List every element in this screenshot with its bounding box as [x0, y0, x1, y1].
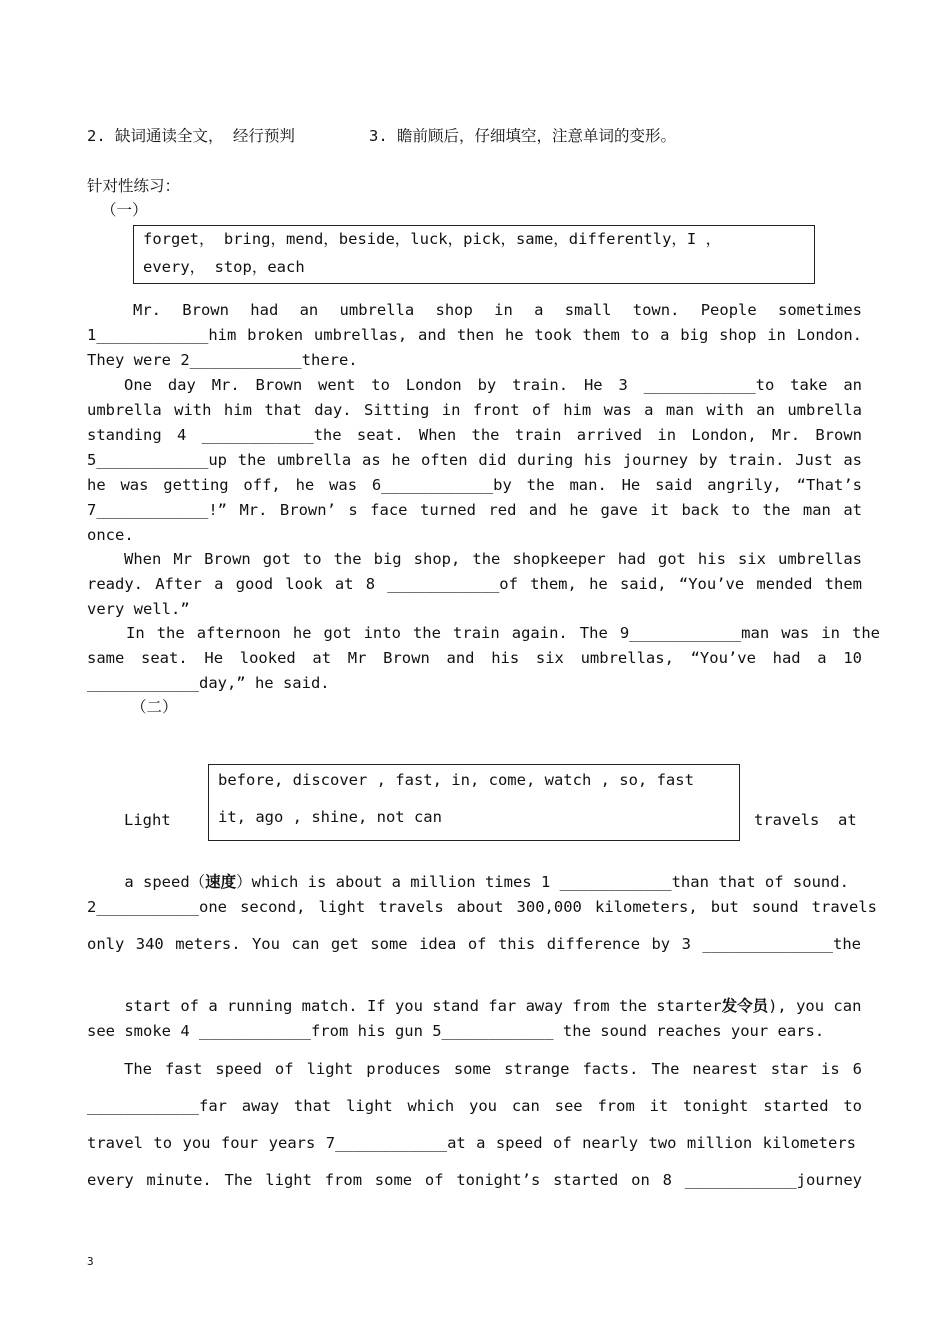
passage-line: once. [87, 526, 134, 544]
passage-text: ）which is about a million times 1 ____________than that of sound. [236, 873, 849, 891]
passage-line: 2___________one second, light travels about 300,000 kilometers, but sound travels [87, 898, 877, 916]
passage-line: every minute. The light from some of tonight’s started on 8 ____________journey [87, 1171, 862, 1189]
passage-bold-term: 发令员 [721, 997, 769, 1015]
section2-word-box-line2: it, ago , shine, not can [218, 808, 442, 826]
section2-word-box-line1: before, discover , fast, in, come, watch , so, fast [218, 771, 694, 789]
section2-word-box [208, 764, 740, 841]
passage-line: The fast speed of light produces some strange facts. The nearest star is 6 [124, 1060, 862, 1078]
passage-bold-term: 速度 [205, 873, 237, 891]
section1-word-box [133, 225, 815, 284]
passage-line: They were 2____________there. [87, 351, 358, 369]
passage-line: Mr. Brown had an umbrella shop in a small town. People sometimes [133, 301, 862, 319]
practice-title: 针对性练习： [87, 177, 181, 195]
passage-line: 5____________up the umbrella as he often did during his journey by train. Just as [87, 451, 862, 469]
passage-text: a speed（ [124, 873, 206, 891]
passage-line: same seat. He looked at Mr Brown and his six umbrellas, “You’ve had a 10 [87, 649, 862, 667]
passage-line: One day Mr. Brown went to London by train. He 3 ____________to take an [124, 376, 862, 394]
section1-word-box-line2: every， stop，each [143, 258, 305, 276]
page-number: 3 [87, 1255, 94, 1268]
passage-line: he was getting off, he was 6____________by the man. He said angrily, “That’s [87, 476, 862, 494]
passage-text: start of a running match. If you stand far away from the starter [124, 997, 722, 1015]
passage-word-travels-at: travels at [754, 811, 857, 829]
passage-line: ready. After a good look at 8 ____________of them, he said, “You’ve mended them [87, 575, 862, 593]
section1-label: （一） [101, 201, 148, 219]
instruction-step2: 2. 缺词通读全文， 经行预判 [87, 127, 295, 145]
passage-line: In the afternoon he got into the train again. The 9____________man was in the [126, 624, 880, 642]
passage-text: ), you can [768, 997, 862, 1015]
passage-line: see smoke 4 ____________from his gun 5____________ the sound reaches your ears. [87, 1022, 825, 1040]
passage-line: very well.” [87, 600, 190, 618]
section2-label: （二） [131, 698, 178, 716]
passage-line: umbrella with him that day. Sitting in front of him was a man with an umbrella [87, 401, 862, 419]
passage-line: ____________day,” he said. [87, 674, 330, 692]
passage-word-light: Light [124, 811, 171, 829]
instruction-step3: 3. 瞻前顾后，仔细填空，注意单词的变形。 [369, 127, 676, 145]
section1-word-box-line1: forget， bring，mend，beside，luck，pick，same，differently，I ， [143, 230, 722, 248]
passage-line: 7____________!” Mr. Brown’ s face turned red and he gave it back to the man at [87, 501, 862, 519]
passage-line: only 340 meters. You can get some idea of this difference by 3 ______________the [87, 935, 861, 953]
passage-line: standing 4 ____________the seat. When the train arrived in London, Mr. Brown [87, 426, 862, 444]
passage-line: ____________far away that light which you can see from it tonight started to [87, 1097, 862, 1115]
passage-line: When Mr Brown got to the big shop, the shopkeeper had got his six umbrellas [124, 550, 862, 568]
passage-line: travel to you four years 7____________at a speed of nearly two million kilometers [87, 1134, 856, 1152]
passage-line: 1____________him broken umbrellas, and then he took them to a big shop in London. [87, 326, 862, 344]
